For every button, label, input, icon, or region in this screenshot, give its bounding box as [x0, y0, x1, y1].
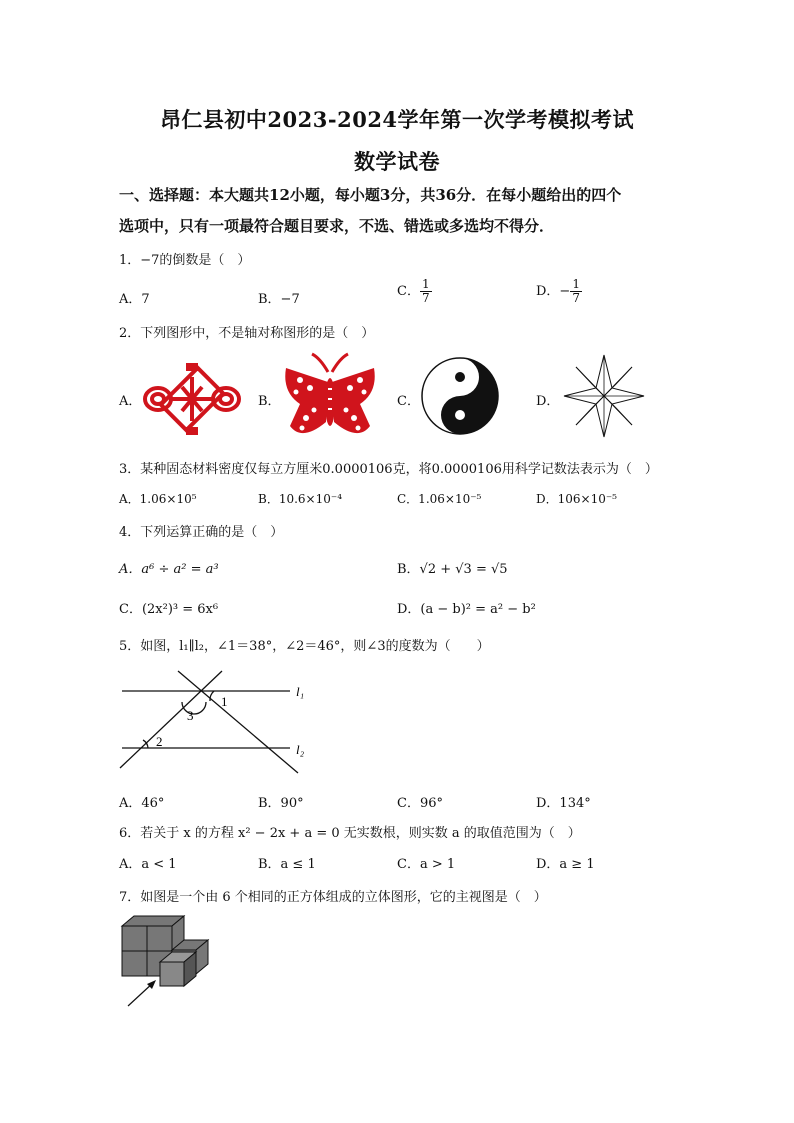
q2-option-a: A．	[119, 394, 142, 409]
q5-option-a: A．46°	[119, 796, 165, 811]
q1-option-a: A．7	[119, 292, 150, 307]
q3-option-c: C．1.06×10⁻⁵	[397, 492, 482, 506]
label-angle-1: 1	[221, 694, 228, 709]
exam-title: 昂仁县初中2023-2024学年第一次学考模拟考试	[159, 107, 635, 132]
label-l1: l₁	[296, 684, 305, 699]
q1-option-d: D．− $\frac{1}{7}$	[536, 277, 580, 305]
q4-option-b: B．√2 + √3 = √5	[397, 562, 508, 577]
butterfly-figure	[282, 352, 378, 442]
yin-yang-figure	[420, 356, 500, 436]
q2-option-d: D．	[536, 394, 560, 409]
q5-option-c: C．96°	[397, 796, 443, 811]
q1-option-c: C． $\frac{1}{7}$	[397, 277, 430, 305]
q5-option-d: D．134°	[536, 796, 591, 811]
q4-option-d: D．(a − b)² = a² − b²	[397, 602, 536, 617]
q4-option-a: A．a⁶ ÷ a² = a³	[119, 562, 219, 577]
transversal-2	[178, 671, 298, 773]
question-6-stem: 6．若关于 x 的方程 x² − 2x + a = 0 无实数根，则实数 a 的取值范围为（ ）	[119, 826, 581, 841]
q2-option-c: C．	[397, 394, 420, 409]
question-7-stem: 7．如图是一个由 6 个相同的正方体组成的立体图形，它的主视图是（ ）	[119, 890, 547, 905]
q6-option-a: A．a < 1	[119, 857, 177, 872]
label-angle-3: 3	[187, 708, 194, 723]
chinese-knot-figure	[142, 363, 242, 435]
question-3-stem: 3．某种固态材料密度仅每立方厘米0.0000106克，将0.0000106用科学记数法表示为（ ）	[119, 462, 658, 477]
q3-option-a: A．1.06×10⁵	[119, 492, 197, 506]
question-5-stem: 5．如图，l₁∥l₂，∠1＝38°，∠2＝46°，则∠3的度数为（ ）	[119, 639, 490, 654]
q4-option-c: C．(2x²)³ = 6x⁶	[119, 602, 219, 617]
label-angle-2: 2	[156, 734, 163, 749]
q3-option-b: B．10.6×10⁻⁴	[258, 492, 343, 506]
q6-option-b: B．a ≤ 1	[258, 857, 316, 872]
exam-subtitle: 数学试卷	[354, 149, 440, 174]
q1-option-b: B．−7	[258, 292, 300, 307]
q6-option-d: D．a ≥ 1	[536, 857, 595, 872]
parallel-lines-figure	[118, 668, 318, 778]
cube-stack-figure	[118, 912, 214, 1008]
question-2-stem: 2．下列图形中，不是轴对称图形的是（ ）	[119, 326, 375, 341]
q6-option-c: C．a > 1	[397, 857, 456, 872]
question-4-stem: 4．下列运算正确的是（ ）	[119, 525, 284, 540]
q3-option-d: D．106×10⁻⁵	[536, 492, 617, 506]
transversal-1	[120, 671, 222, 768]
section-heading: 一、选择题：本大题共12小题，每小题3分，共36分．在每小题给出的四个 选项中，只有一项最符合题目要求，不选、错选或多选均不得分．	[119, 186, 622, 235]
q2-option-b: B．	[258, 394, 281, 409]
label-l2: l₂	[296, 742, 305, 757]
compass-star-figure	[562, 353, 646, 439]
question-1-stem: 1．−7的倒数是（ ）	[119, 253, 251, 268]
q5-option-b: B．90°	[258, 796, 304, 811]
